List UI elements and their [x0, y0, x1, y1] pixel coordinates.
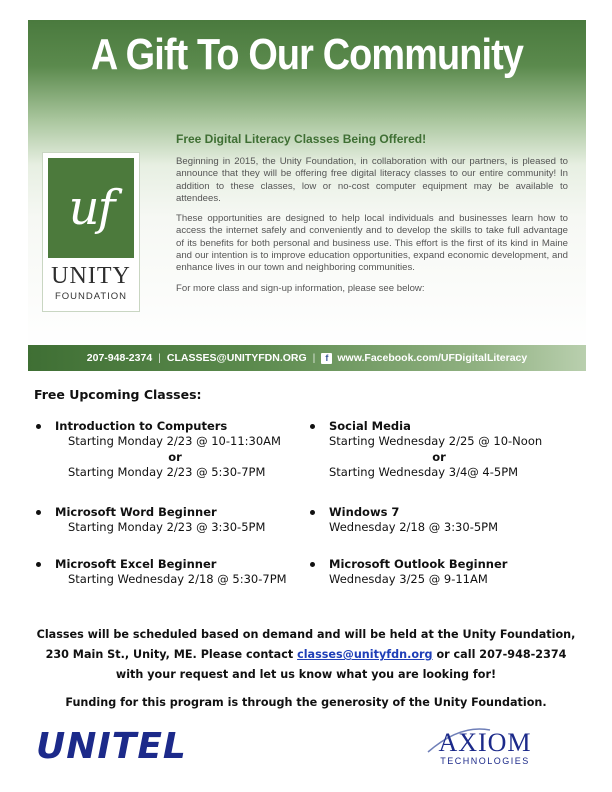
course-time: Starting Wednesday 3/4@ 4-5PM	[329, 465, 519, 479]
course-name: Microsoft Word Beginner	[55, 505, 295, 519]
intro-paragraph-1: Beginning in 2015, the Unity Foundation, in collaboration with our partners, is pleased to announce that they will be offering free digital literacy classes to our entire community! In addition to these classes, low or no-cost computer equipment may be available to attendees.	[176, 156, 568, 204]
classes-heading: Free Upcoming Classes:	[34, 387, 202, 402]
axiom-subtitle: TECHNOLOGIES	[440, 756, 530, 766]
intro-heading: Free Digital Literacy Classes Being Offered!	[176, 132, 427, 146]
course-name: Introduction to Computers	[55, 419, 295, 433]
course-time: Starting Monday 2/23 @ 5:30-7PM	[68, 465, 266, 479]
page-title: A Gift To Our Community	[90, 30, 524, 79]
unity-foundation-logo	[42, 152, 140, 312]
course-name: Social Media	[329, 419, 549, 433]
axiom-name: AXIOM	[438, 728, 532, 757]
intro-paragraph-3: For more class and sign-up information, please see below:	[176, 282, 425, 294]
contact-email[interactable]: CLASSES@UNITYFDN.ORG	[166, 352, 307, 364]
email-link[interactable]: classes@unityfdn.org	[297, 648, 433, 661]
logo-subtitle: FOUNDATION	[54, 291, 128, 302]
course-time: Starting Wednesday 2/18 @ 5:30-7PM	[68, 572, 287, 586]
logo-name: UNITY	[51, 263, 131, 289]
funding-note: Funding for this program is through the generosity of the Unity Foundation.	[65, 696, 547, 709]
notice-text: Classes will be scheduled based on demand and will be held at the Unity Foundation, 230 Main St., Unity, ME. Please contact	[36, 628, 576, 661]
course-word-beginner	[55, 505, 295, 536]
course-name: Microsoft Excel Beginner	[55, 557, 295, 571]
course-time: Starting Monday 2/23 @ 10-11:30AM	[68, 434, 281, 448]
course-time: Starting Monday 2/23 @ 3:30-5PM	[68, 520, 266, 534]
course-time: Starting Wednesday 2/25 @ 10-Noon	[329, 434, 543, 448]
contact-facebook[interactable]: www.Facebook.com/UFDigitalLiteracy	[337, 352, 528, 364]
course-social-media	[329, 419, 549, 481]
course-or: or	[168, 450, 182, 464]
unitel-logo: UNITEL	[36, 726, 187, 767]
scheduling-notice	[36, 625, 576, 685]
course-intro-computers	[55, 419, 295, 481]
axiom-logo	[420, 722, 550, 772]
facebook-icon: f	[321, 353, 332, 364]
course-windows-7	[329, 505, 549, 536]
intro-paragraph-2: These opportunities are designed to help local individuals and businesses learn how to access the internet safely and conveniently and to develop the skills to take full advantage of its benefits for both personal and business use. This effort is the first of its kind in Maine and our intention is to improve education opportunities, expand economic development, and enhance lives in our town and neighboring communities.	[176, 213, 568, 274]
course-or: or	[432, 450, 446, 464]
course-outlook-beginner	[329, 557, 549, 588]
logo-monogram-block	[48, 158, 134, 258]
course-name: Microsoft Outlook Beginner	[329, 557, 549, 571]
notice-text: or call 207-948-2374 with your request and let us know what you are looking for!	[115, 648, 567, 681]
logo-monogram: uf	[68, 180, 114, 236]
contact-separator: |	[158, 352, 161, 364]
contact-separator: |	[312, 352, 316, 364]
course-time: Wednesday 3/25 @ 9-11AM	[329, 572, 488, 586]
contact-phone: 207-948-2374	[86, 352, 153, 364]
contact-bar	[28, 345, 586, 371]
course-time: Wednesday 2/18 @ 3:30-5PM	[329, 520, 499, 534]
course-name: Windows 7	[329, 505, 549, 519]
intro-section	[176, 132, 568, 303]
course-excel-beginner	[55, 557, 295, 588]
